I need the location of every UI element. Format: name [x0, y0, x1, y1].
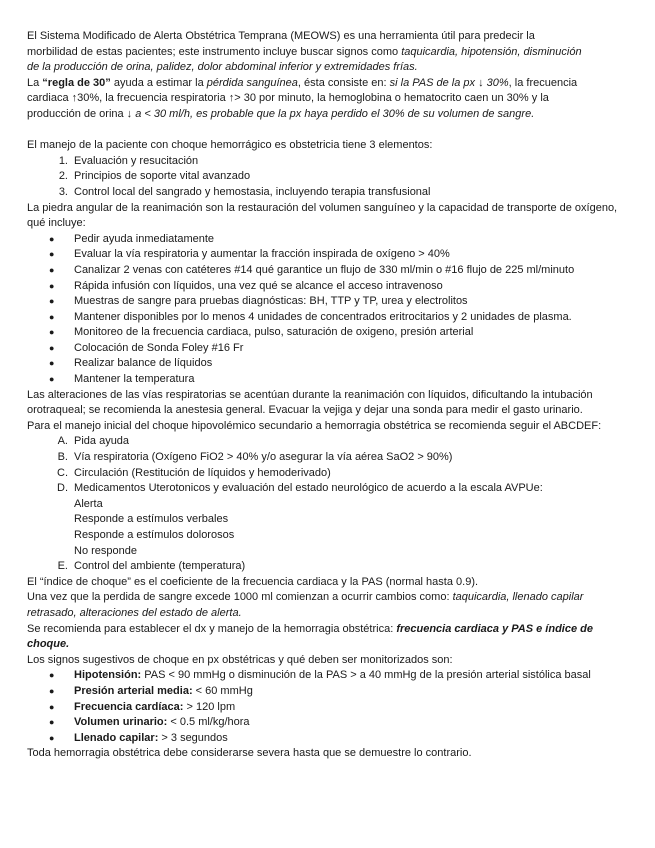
signos-list — [27, 668, 627, 746]
list-item: 3. Control local del sangrado y hemostasia, incluyendo terapia transfusional — [58, 185, 431, 198]
list-item: ● Canalizar 2 venas con catéteres #14 qué garantice un flujo de 330 ml/min o #16 flujo de 225 ml/minuto — [49, 263, 575, 276]
list-item: ● Pedir ayuda inmediatamente — [49, 232, 215, 245]
list-item: ● Llenado capilar: > 3 segundos — [49, 731, 228, 744]
list-item: ● Colocación de Sonda Foley #16 Fr — [49, 341, 244, 354]
list-item: ● Evaluar la vía respiratoria y aumentar la fracción inspirada de oxígeno > 40% — [49, 248, 450, 261]
alteraciones-paragraph: Las alteraciones de las vías respiratorias se acentúan durante la reanimación con líquidos, dificultando la intubación orotraqueal; se recomienda la anestesia general. Evacuar la vejiga y dejar una sonda para medir el gasto urinario. — [27, 388, 593, 417]
perdida-paragraph: Una vez que la perdida de sangre excede 1000 ml comienzan a ocurrir cambios como: taquicardia, llenado capilar retrasado, alteraciones del estado de alerta. — [27, 591, 584, 619]
piedra-list — [27, 232, 627, 388]
manejo-intro: El manejo de la paciente con choque hemorrágico es obstetricia tiene 3 elementos: — [27, 139, 433, 152]
manejo-list — [27, 154, 627, 201]
signos-intro: Los signos sugestivos de choque en px obstétricas y qué deben ser monitorizados son: — [27, 653, 453, 666]
list-item: ● Volumen urinario: < 0.5 ml/kg/hora — [49, 716, 250, 729]
abcdef-list — [27, 434, 627, 496]
list-item: ● Monitoreo de la frecuencia cardiaca, pulso, saturación de oxigeno, presión arterial — [49, 326, 474, 339]
list-item: ● Realizar balance de líquidos — [49, 357, 213, 370]
list-item: ● Mantener la temperatura — [49, 373, 195, 386]
list-item: ● Hipotensión: PAS < 90 mmHg o disminución de la PAS > a 40 mmHg de la presión arterial sistólica basal — [49, 669, 591, 682]
list-item: C. Circulación (Restitución de líquidos y hemoderivado) — [57, 466, 331, 479]
list-item: A. Pida ayuda — [57, 435, 130, 448]
list-item: B. Vía respiratoria (Oxígeno FiO2 > 40% y/o asegurar la vía aérea SaO2 > 90%) — [57, 451, 453, 464]
list-item: D. Medicamentos Uterotonicos y evaluación del estado neurológico de acuerdo a la escala AVPUe: — [57, 482, 543, 495]
document-page — [27, 29, 627, 762]
abcdef-intro: Para el manejo inicial del choque hipovolémico secundario a hemorragia obstétrica se recomienda seguir el ABCDEF: — [27, 419, 602, 432]
avpu-list — [27, 497, 627, 559]
abcdef-list-e — [27, 559, 627, 575]
avpu-item: Responde a estímulos dolorosos — [74, 529, 235, 541]
avpu-item: No responde — [74, 544, 137, 557]
recomienda-paragraph: Se recomienda para establecer el dx y manejo de la hemorragia obstétrica: frecuencia cardiaca y PAS e índice de choque. — [27, 622, 593, 651]
list-item: 1. Evaluación y resucitación — [58, 154, 199, 167]
indice-paragraph: El “índice de choque” es el coeficiente de la frecuencia cardiaca y la PAS (normal hasta 0.9). — [27, 575, 479, 588]
spacer — [27, 123, 627, 139]
list-item: ● Mantener disponibles por lo menos 4 unidades de concentrados eritrocitarios y 2 unidades de plasma. — [49, 310, 572, 323]
avpu-item: Responde a estímulos verbales — [74, 513, 229, 526]
regla-30-paragraph: La “regla de 30” ayuda a estimar la pérdida sanguínea, ésta consiste en: si la PAS de la px ↓ 30%, la frecuencia cardiaca ↑30%, la frecuencia respiratoria ↑> 30 por minuto, la hemoglobina o hematocrito caen un 30% y la producción de orina ↓ a < 30 ml/h, es probable que la px haya perdido el 30% de su volumen de sangre. — [27, 76, 578, 120]
list-item: ● Frecuencia cardíaca: > 120 lpm — [49, 700, 236, 713]
list-item: ● Rápida infusión con líquidos, una vez qué se alcance el acceso intravenoso — [49, 279, 443, 292]
list-item: ● Muestras de sangre para pruebas diagnósticas: BH, TTP y TP, urea y electrolitos — [49, 295, 468, 308]
meows-paragraph: El Sistema Modificado de Alerta Obstétrica Temprana (MEOWS) es una herramienta útil para predecir la morbilidad de estas pacientes; este instrumento incluye buscar signos como taquicardia, hipotensión, disminución de la producción de orina, palidez, dolor abdominal inferior y extremidades frías. — [27, 30, 582, 74]
list-item: E. Control del ambiente (temperatura) — [57, 560, 246, 573]
list-item: ● Presión arterial media: < 60 mmHg — [49, 684, 253, 697]
piedra-intro: La piedra angular de la reanimación son la restauración del volumen sanguíneo y la capacidad de transporte de oxígeno, qué incluye: — [27, 201, 618, 230]
avpu-item: Alerta — [74, 497, 103, 510]
final-paragraph: Toda hemorragia obstétrica debe considerarse severa hasta que se demuestre lo contrario. — [27, 747, 472, 760]
list-item: 2. Principios de soporte vital avanzado — [58, 170, 251, 183]
